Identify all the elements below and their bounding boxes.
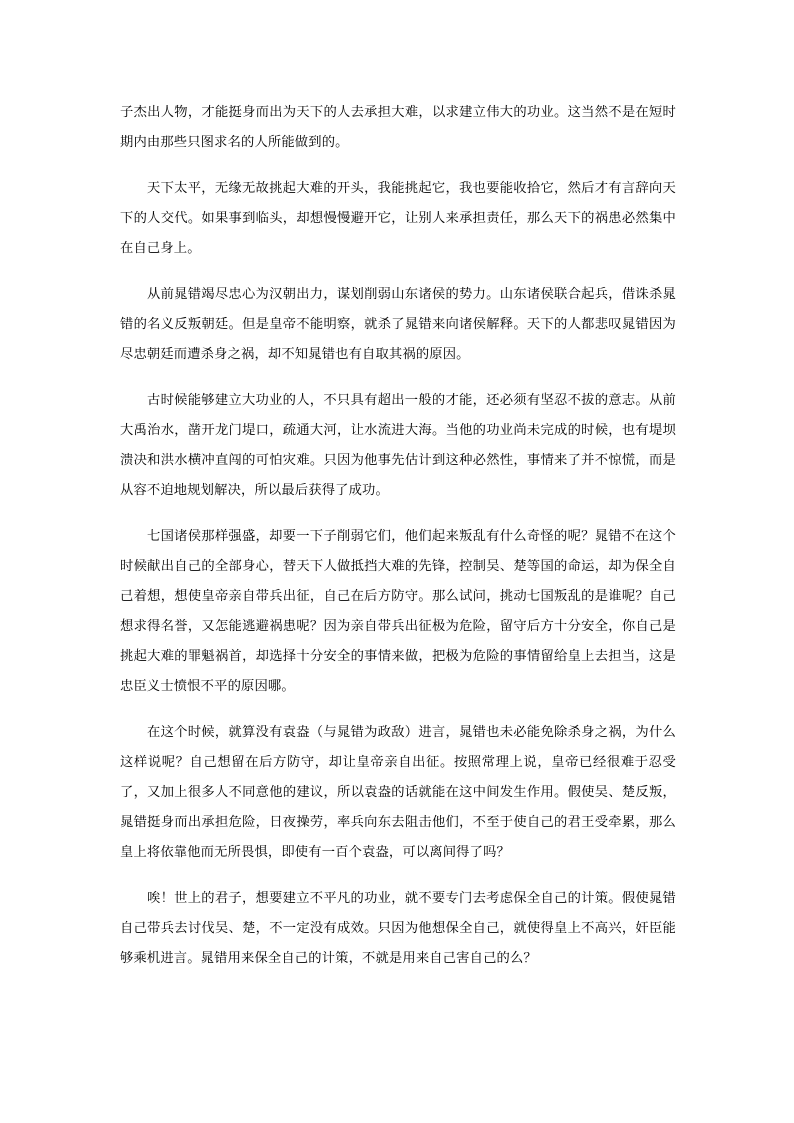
paragraph: 天下太平，无缘无故挑起大难的开头，我能挑起它，我也要能收拾它，然后才有言辞向天下的人交代。如果事到临头，却想慢慢避开它，让别人来承担责任，那么天下的祸患必然集中在自己身上。 (120, 181, 676, 256)
paragraph: 从前晁错竭尽忠心为汉朝出力，谋划削弱山东诸侯的势力。山东诸侯联合起兵，借诛杀晁错的名义反叛朝廷。但是皇帝不能明察，就杀了晁错来向诸侯解释。天下的人都悲叹晁错因为尽忠朝廷而遭杀身之祸，却不知晁错也有自取其祸的原因。 (120, 287, 676, 362)
paragraph: 唉！世上的君子，想要建立不平凡的功业，就不要专门去考虑保全自己的计策。假使晁错自己带兵去讨伐吴、楚，不一定没有成效。只因为他想保全自己，就使得皇上不高兴，奸臣能够乘机进言。晁错用来保全自己的计策，不就是用来自己害自己的么？ (120, 891, 676, 966)
paragraph: 七国诸侯那样强盛，却要一下子削弱它们，他们起来叛乱有什么奇怪的呢？晁错不在这个时候献出自己的全部身心，替天下人做抵挡大难的先锋，控制吴、楚等国的命运，却为保全自己着想，想使皇帝亲自带兵出征，自己在后方防守。那么试问，挑动七国叛乱的是谁呢？自己想求得名誉，又怎能逃避祸患呢？因为亲自带兵出征极为危险，留守后方十分安全，你自己是挑起大难的罪魁祸首，却选择十分安全的事情来做，把极为危险的事情留给皇上去担当，这是忠臣义士愤恨不平的原因哪。 (120, 529, 676, 694)
paragraph-continued: 子杰出人物，才能挺身而出为天下的人去承担大难，以求建立伟大的功业。这当然不是在短时期内由那些只图求名的人所能做到的。 (120, 105, 676, 150)
document-body (120, 98, 676, 990)
paragraph: 古时候能够建立大功业的人，不只具有超出一般的才能，还必须有坚忍不拔的意志。从前大禹治水，凿开龙门堤口，疏通大河，让水流进大海。当他的功业尚未完成的时候，也有堤坝溃决和洪水横冲直闯的可怕灾难。只因为他事先估计到这种必然性，事情来了并不惊慌，而是从容不迫地规划解决，所以最后获得了成功。 (120, 393, 676, 498)
paragraph: 在这个时候，就算没有袁盎（与晁错为政敌）进言，晁错也未必能免除杀身之祸，为什么这样说呢？自己想留在后方防守，却让皇帝亲自出征。按照常理上说，皇帝已经很难于忍受了，又加上很多人不同意他的建议，所以袁盎的话就能在这中间发生作用。假使吴、楚反叛，晁错挺身而出承担危险，日夜操劳，率兵向东去阻击他们，不至于使自己的君王受牵累，那么皇上将依靠他而无所畏惧，即使有一百个袁盎，可以离间得了吗？ (120, 725, 676, 860)
